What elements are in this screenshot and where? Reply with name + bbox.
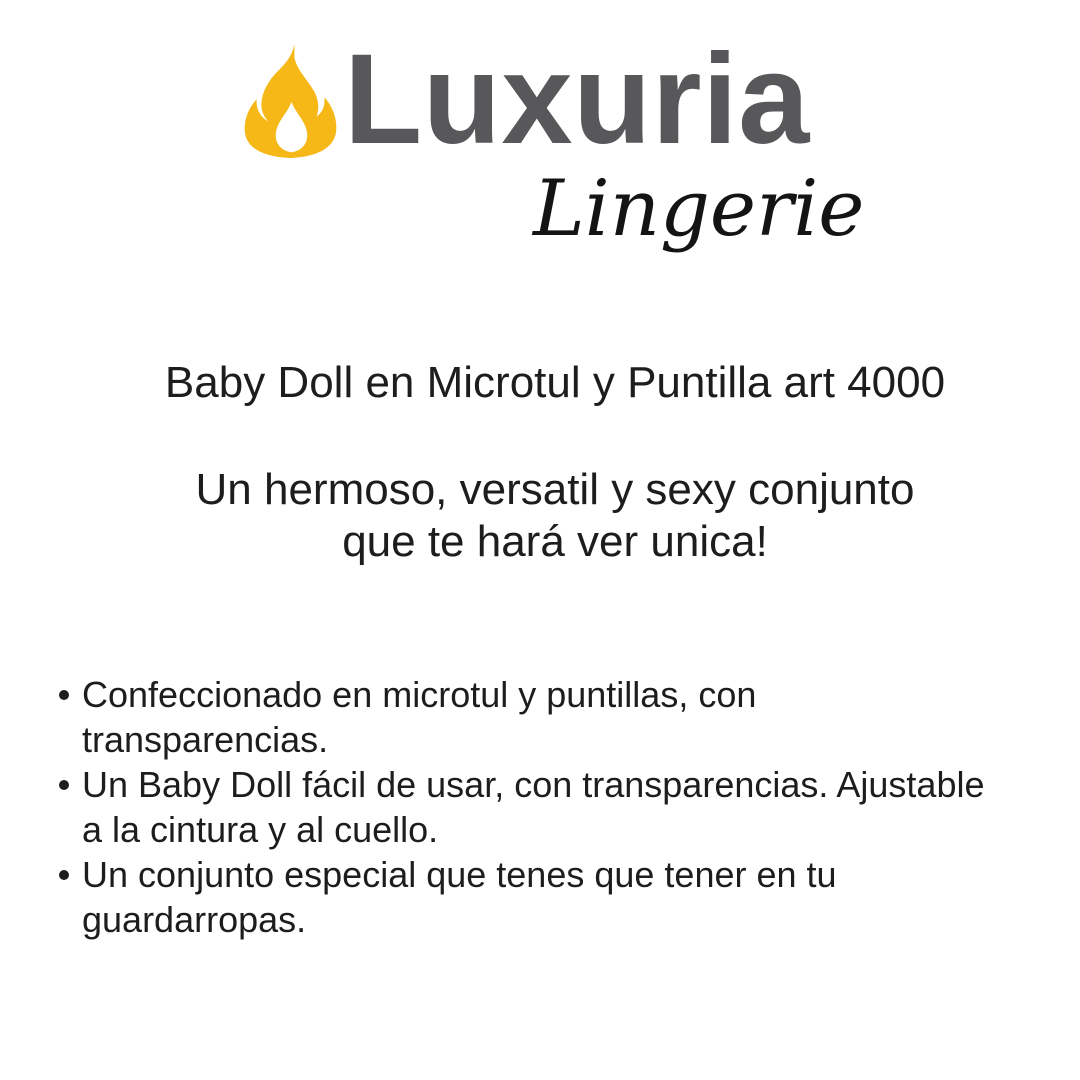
- list-item: [59, 762, 1072, 852]
- feature-list: [59, 672, 1072, 942]
- brand-name: Luxuria: [344, 28, 810, 171]
- bullet-icon: [59, 870, 69, 880]
- bullet-icon: [59, 690, 69, 700]
- brand-tagline: Lingerie: [533, 164, 865, 254]
- bullet-icon: [59, 780, 69, 790]
- feature-text: Confeccionado en microtul y puntillas, con transparencias.: [82, 674, 757, 760]
- product-title: Baby Doll en Microtul y Puntilla art 4000: [164, 358, 946, 407]
- list-item: [59, 852, 1072, 942]
- list-item: [59, 672, 1072, 762]
- product-subtitle: Un hermoso, versatil y sexy conjunto que te hará ver unica!: [195, 465, 915, 566]
- feature-text: Un conjunto especial que tenes que tener en tu guardarropas.: [82, 854, 837, 940]
- feature-text: Un Baby Doll fácil de usar, con transparencias. Ajustable a la cintura y al cuello.: [82, 764, 985, 850]
- flame-icon: [240, 44, 342, 158]
